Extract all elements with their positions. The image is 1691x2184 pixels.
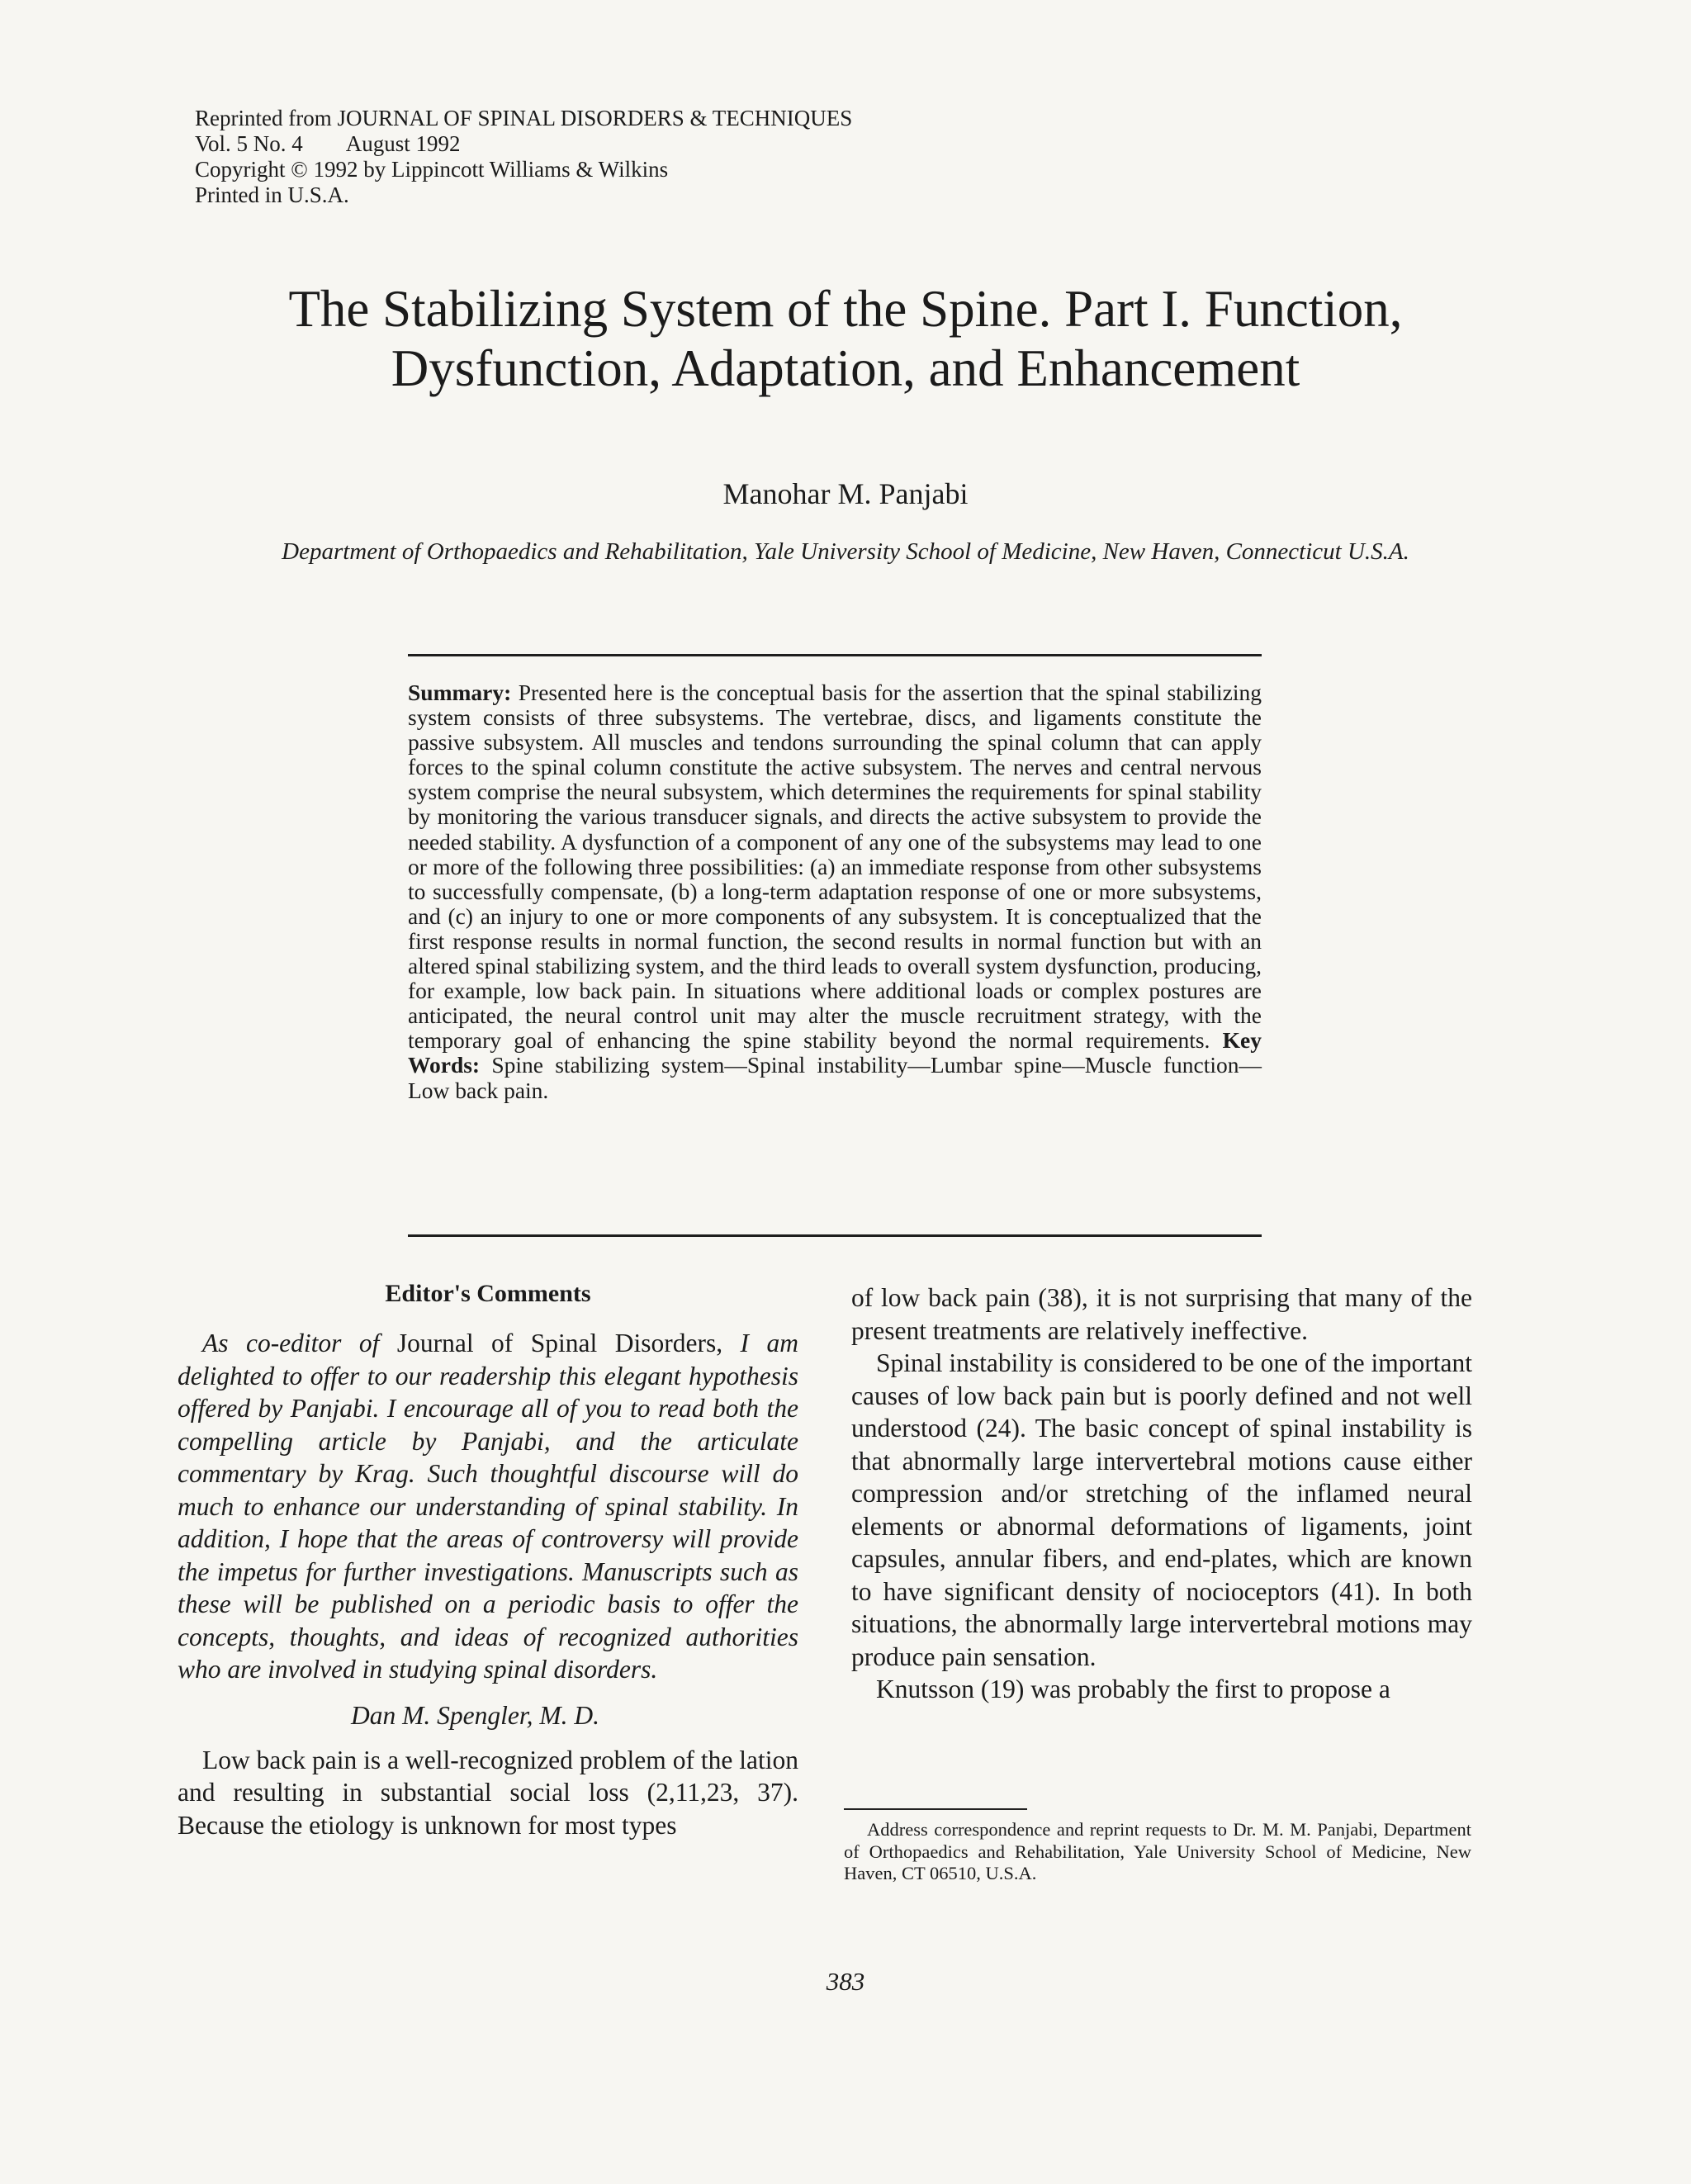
intro-paragraph: Low back pain is a well-recognized problem of the lation and resulting in substantial social loss (2,11,23, 37). Because the etiology is unknown for most types <box>178 1745 798 1840</box>
footnote-rule <box>844 1808 1027 1810</box>
author-affiliation: Department of Orthopaedics and Rehabilitation, Yale University School of Medicine, New Haven, Connecticut U.S.A. <box>282 538 1409 565</box>
article-title-line-2: Dysfunction, Adaptation, and Enhancement <box>391 339 1300 397</box>
editors-comments-lead: As co-editor of <box>202 1329 397 1357</box>
reprint-notice <box>195 106 852 208</box>
page-number: 383 <box>826 1967 865 1996</box>
reprint-date: August 1992 <box>345 131 461 156</box>
editors-comments-heading: Editor's Comments <box>385 1280 591 1307</box>
reprint-source: Reprinted from JOURNAL OF SPINAL DISORDERS & TECHNIQUES <box>195 106 853 130</box>
body-paragraph-1: of low back pain (38), it is not surprising that many of the present treatments are relatively ineffective. <box>851 1283 1472 1345</box>
keywords-text: Spine stabilizing system—Spinal instability—Lumbar spine—Muscle function—Low back pain. <box>408 1052 1262 1103</box>
reprint-issue <box>195 131 852 157</box>
journal-name: Journal of Spinal Disorders, <box>396 1329 723 1357</box>
correspondence-footnote: Address correspondence and reprint requests to Dr. M. M. Panjabi, Department of Orthopaedics and Rehabilitation, Yale University School of Medicine, New Haven, CT 06510, U.S.A. <box>844 1819 1471 1883</box>
article-title-line-1: The Stabilizing System of the Spine. Part I. Function, <box>288 280 1403 338</box>
summary-label: Summary: <box>408 680 512 705</box>
editors-comments-body: I am delighted to offer to our readership this elegant hypothesis offered by Panjabi. I encourage all of you to read both the compelling article by Panjabi, and the articulate commentary by Krag. Such thoughtful discourse will do much to enhance our understanding of spinal stability. In addition, I hope that the areas of controversy will provide the impetus for further investigations. Manuscripts such as these will be published on a periodic basis to offer the concepts, thoughts, and ideas of recognized authorities who are involved in studying spinal disorders. <box>178 1329 798 1684</box>
left-column <box>178 1280 798 1841</box>
editor-signature: Dan M. Spengler, M. D. <box>351 1700 599 1730</box>
article-title <box>0 279 1691 398</box>
author-name: Manohar M. Panjabi <box>722 477 969 510</box>
summary-bottom-rule <box>408 1234 1262 1237</box>
body-paragraph-2: Spinal instability is considered to be one of the important causes of low back pain but is poorly defined and not well understood (24). The basic concept of spinal instability is that abnormally large intervertebral motions cause either compression and/or stretching of the inflamed neural elements or abnormal deformations of ligaments, joint capsules, annular fibers, and end-plates, which are known to have significant density of nocioceptors (41). In both situations, the abnormally large intervertebral motions may produce pain sensation. <box>851 1348 1472 1671</box>
reprint-volume: Vol. 5 No. 4 <box>195 131 303 156</box>
keywords-label: Key Words: <box>408 1027 1262 1078</box>
right-column <box>851 1282 1472 1706</box>
reprint-copyright: Copyright © 1992 by Lippincott Williams & Wilkins <box>195 157 669 182</box>
summary-top-rule <box>408 654 1262 656</box>
summary-abstract <box>408 680 1262 1103</box>
body-paragraph-3: Knutsson (19) was probably the first to propose a <box>876 1675 1390 1703</box>
summary-text: Presented here is the conceptual basis for the assertion that the spinal stabilizing system consists of three subsystems. The vertebrae, discs, and ligaments constitute the passive subsystem. All muscles and tendons surrounding the spinal column that can apply forces to the spinal column constitute the active subsystem. The nerves and central nervous system comprise the neural subsystem, which determines the requirements for spinal stability by monitoring the various transducer signals, and directs the active subsystem to provide the needed stability. A dysfunction of a component of any one of the subsystems may lead to one or more of the following three possibilities: (a) an immediate response from other subsystems to successfully compensate, (b) a long-term adaptation response of one or more subsystems, and (c) an injury to one or more components of any subsystem. It is conceptualized that the first response results in normal function, the second results in normal function but with an altered spinal stabilizing system, and the third leads to overall system dysfunction, producing, for example, low back pain. In situations where additional loads or complex postures are anticipated, the neural control unit may alter the muscle recruitment strategy, with the temporary goal of enhancing the spine stability beyond the normal requirements. <box>408 680 1262 1054</box>
reprint-printed: Printed in U.S.A. <box>195 182 349 207</box>
editors-comments-text <box>178 1327 798 1686</box>
